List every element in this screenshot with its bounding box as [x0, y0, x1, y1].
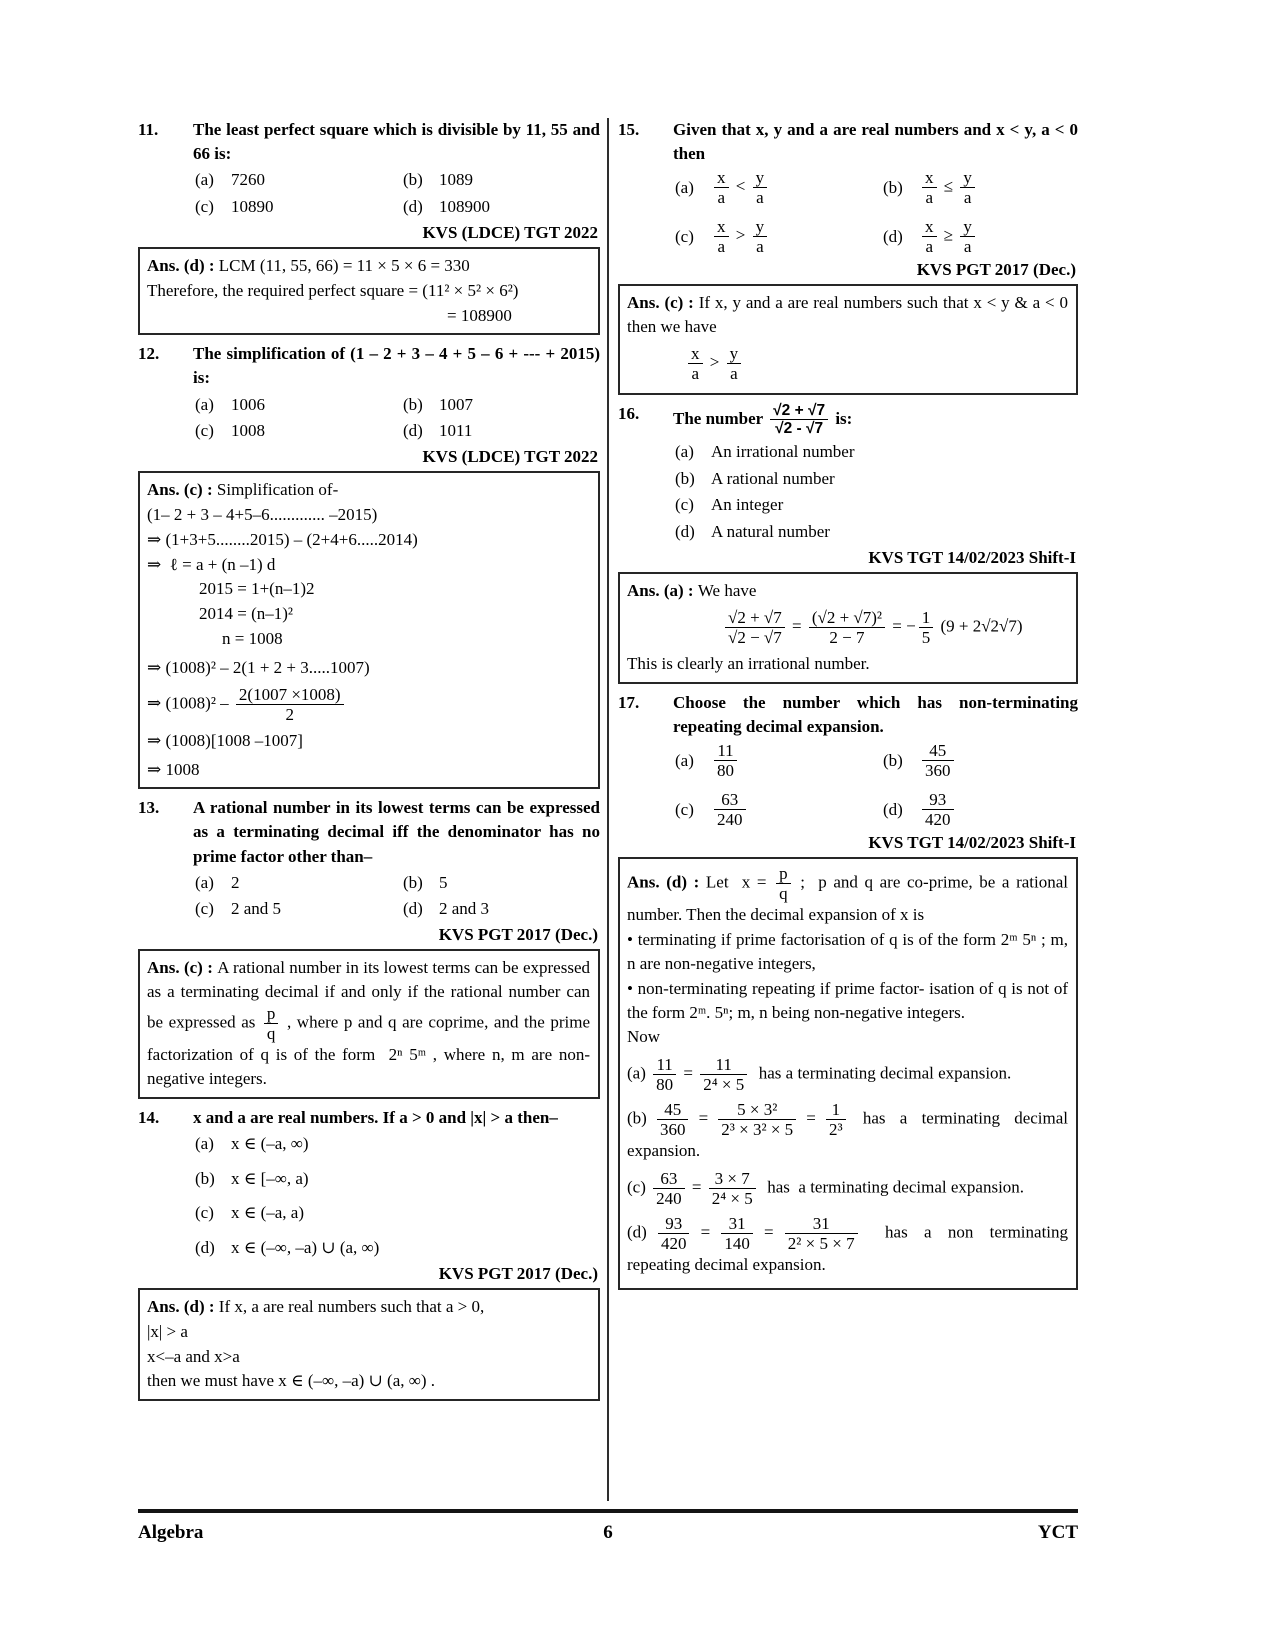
option-label: (c)	[675, 226, 694, 246]
fraction: $\frac{31}{140}$	[721, 1214, 753, 1253]
fraction: $\frac{63}{240}$	[714, 790, 746, 829]
fraction: $\frac{x}{a}$	[922, 217, 937, 256]
option	[675, 168, 883, 207]
option	[403, 419, 600, 443]
question-text: The least perfect square which is divisible by 11, 55 and 66 is:	[193, 120, 600, 164]
option	[403, 393, 600, 417]
answer-line: Now	[627, 1027, 661, 1047]
source-tag: KVS PGT 2017 (Dec.)	[438, 1263, 598, 1283]
answer-line: Ans. (a) : We have	[627, 581, 757, 601]
fraction: $\frac{x}{a}$	[688, 344, 703, 383]
answer-line: ⇒ (1008)² – $\frac{2(1007 \times 1008)}{2}$	[147, 685, 590, 724]
fraction: $\frac{p}{q}$	[264, 1004, 279, 1043]
answer-box-14	[138, 1288, 600, 1401]
fraction: $\frac{\text{(√2 + √7)²}}{2 - 7}$	[809, 608, 885, 647]
question-text: Given that x, y and a are real numbers and x < y, a < 0 then	[673, 120, 1078, 164]
answer-line: = 108900	[447, 305, 512, 325]
footer-divider	[138, 1509, 1078, 1513]
answer-paragraph: Ans. (c) : A rational number in its lowest terms can be expressed as a terminating decimal if and only if the rational number can be expressed as $\frac{p}{q}$ , where p and q are coprime, and the prime factorization of q is of the form 2ⁿ 5ᵐ , where n, m are non-negative integers.	[147, 958, 595, 1088]
option-label: (b)	[675, 468, 695, 488]
option-value: An irrational number	[711, 441, 855, 461]
option-value: 10890	[231, 197, 274, 217]
option-label: (b)	[403, 872, 423, 892]
fraction: $\frac{y}{a}$	[960, 217, 975, 256]
answer-item: (a) $\frac{11}{80}$ = $\frac{11}{\text{2⁴ × 5}}$ has a terminating decimal expansion.	[627, 1055, 1012, 1095]
fraction: $\frac{1}{5}$	[919, 608, 934, 647]
option-value: 1089	[439, 170, 473, 190]
answer-formula: $\frac{√2 + √7}{√2 - √7}$ = $\frac{\text{(√2 + √7)²}}{2 - 7}$ = − $\frac{1}{5}$ (9 + 2√2√7)	[627, 608, 1068, 647]
option	[883, 168, 1078, 207]
answer-line: Ans. (c) : Simplification of-	[147, 480, 339, 500]
answer-line: Ans. (c) : If x, y and a are real numbers such that x < y & a < 0 then we have	[627, 293, 1073, 337]
option	[675, 467, 1078, 491]
answer-box-12	[138, 471, 600, 789]
option	[195, 871, 403, 895]
option-label: (b)	[883, 177, 903, 197]
fraction: $\frac{31}{\text{2² × 5 × 7}}$	[785, 1214, 858, 1253]
answer-line: Ans. (d) : LCM (11, 55, 66) = 11 × 5 × 6 = 330	[147, 255, 470, 275]
question-11-head	[138, 118, 600, 166]
question-text: The number $\frac{√2 + √7}{√2 - √7}$ is:	[673, 402, 853, 438]
source-tag: KVS PGT 2017 (Dec.)	[916, 260, 1076, 280]
fraction: $\frac{x}{a}$	[922, 168, 937, 207]
option	[195, 195, 403, 219]
option-label: (a)	[195, 1133, 214, 1153]
option	[195, 168, 403, 192]
answer-box-17	[618, 857, 1078, 1290]
footer-page-number: 6	[603, 1522, 613, 1543]
fraction: $\frac{11}{80}$	[714, 741, 737, 780]
option-value: 2 and 3	[439, 899, 490, 919]
option	[883, 217, 1078, 256]
option-expression	[919, 790, 957, 829]
option-value: x ∈ (–∞, –a) ∪ (a, ∞)	[231, 1238, 380, 1258]
question-number: 11.	[138, 120, 159, 139]
option-value: 1011	[439, 421, 473, 441]
question-14	[138, 1106, 600, 1402]
option-label: (d)	[403, 899, 423, 919]
option-value: x ∈ (–a, ∞)	[231, 1133, 309, 1153]
option-label: (c)	[675, 495, 694, 515]
option-value: 108900	[439, 197, 490, 217]
fraction: $\frac{2(1007 \times 1008)}{2}$	[236, 685, 344, 724]
fraction: $\frac{√2 + √7}{√2 - √7}$	[770, 402, 828, 438]
answer-line: x<–a and x>a	[147, 1346, 240, 1366]
fraction: $\frac{93}{420}$	[922, 790, 954, 829]
answer-line: ⇒ 1008	[147, 759, 200, 779]
fraction: $\frac{63}{240}$	[653, 1169, 685, 1208]
fraction: $\frac{y}{a}$	[753, 217, 768, 256]
question-16	[618, 402, 1078, 684]
option-label: (c)	[195, 899, 214, 919]
question-number: 12.	[138, 344, 160, 364]
fraction: $\frac{3 \times 7}{\text{2⁴ × 5}}$	[709, 1169, 756, 1208]
option-expression	[919, 741, 957, 780]
option-expression: $\frac{x}{a}$ < $\frac{y}{a}$	[711, 168, 770, 207]
option-expression	[711, 790, 749, 829]
option	[675, 440, 1078, 464]
answer-line: ⇒ (1008)² – 2(1 + 2 + 3.....1007)	[147, 657, 370, 677]
fraction: $\frac{y}{a}$	[727, 344, 742, 383]
option-label: (b)	[883, 750, 903, 770]
question-12-head	[138, 342, 600, 390]
answer-box-13	[138, 949, 600, 1098]
answer-line: 2015 = 1+(n–1)2	[199, 579, 315, 599]
fraction: $\frac{11}{80}$	[653, 1055, 676, 1094]
option-label: (c)	[675, 799, 694, 819]
answer-line: then we must have x ∈ (–∞, –a) ∪ (a, ∞) .	[147, 1371, 436, 1391]
option-value: A natural number	[711, 522, 830, 542]
option-value: 1007	[439, 394, 473, 414]
option-label: (a)	[195, 872, 214, 892]
option-value: 1008	[231, 421, 265, 441]
option-expression	[711, 741, 740, 780]
fraction: $\frac{11}{\text{2⁴ × 5}}$	[700, 1055, 747, 1094]
answer-paragraph: Ans. (d) : Let x = $\frac{p}{q}$ ; p and q are co-prime, be a rational number. Then the decimal expansion of x is	[627, 864, 1073, 925]
source-tag: KVS (LDCE) TGT 2022	[422, 447, 598, 467]
option-value: A rational number	[711, 468, 835, 488]
option	[195, 1201, 600, 1225]
question-16-head	[618, 402, 1078, 438]
option-value: 5	[439, 872, 448, 892]
option	[195, 1132, 600, 1156]
answer-line: (1– 2 + 3 – 4+5–6............. –2015)	[147, 505, 378, 525]
option-label: (b)	[403, 170, 423, 190]
answer-box-15	[618, 284, 1078, 395]
option	[675, 493, 1078, 517]
option-label: (c)	[195, 421, 214, 441]
answer-line: ⇒ (1+3+5........2015) – (2+4+6.....2014)	[147, 529, 418, 549]
option-label: (d)	[195, 1238, 215, 1258]
question-text: A rational number in its lowest terms can be expressed as a terminating decimal iff the denominator has no prime factor other than–	[193, 798, 600, 866]
question-11	[138, 118, 600, 335]
question-15-head	[618, 118, 1078, 166]
fraction: $\frac{√2 + √7}{√2 - √7}$	[725, 608, 785, 647]
answer-line: ⇒ (1008)[1008 –1007]	[147, 730, 303, 750]
option	[883, 741, 1078, 780]
option-value: An integer	[711, 495, 784, 515]
option	[195, 897, 403, 921]
fraction: $\frac{45}{360}$	[922, 741, 954, 780]
option-value: 1006	[231, 394, 265, 414]
footer-section-label: Algebra	[138, 1522, 204, 1543]
option	[675, 790, 883, 829]
option-label: (a)	[195, 394, 214, 414]
fraction: $\frac{y}{a}$	[960, 168, 975, 207]
answer-bullet: • non-terminating repeating if prime factor- isation of q is not of the form 2ᵐ. 5ⁿ; m, n being non-negative integers.	[627, 978, 1073, 1022]
answer-item: (b) $\frac{45}{360}$ = $\frac{\text{5 × 3²}}{\text{2³ × 3² × 5}}$ = $\frac{1}{\text{2³}}$ has a terminating decimal expansion.	[627, 1100, 1073, 1161]
option-value: 2 and 5	[231, 899, 282, 919]
option-label: (d)	[403, 197, 423, 217]
option	[195, 419, 403, 443]
fraction: $\frac{x}{a}$	[714, 168, 729, 207]
options-list	[675, 440, 1078, 544]
fraction: $\frac{y}{a}$	[753, 168, 768, 207]
options-grid	[675, 741, 1078, 829]
option-value: 7260	[231, 170, 265, 190]
fraction: $\frac{x}{a}$	[714, 217, 729, 256]
source-tag: KVS TGT 14/02/2023 Shift-I	[868, 833, 1076, 853]
fraction: $\frac{1}{\text{2³}}$	[826, 1100, 846, 1139]
answer-line: $\frac{x}{a}$ > $\frac{y}{a}$	[627, 344, 1068, 383]
options-grid	[195, 393, 600, 444]
option	[403, 897, 600, 921]
option-expression: $\frac{x}{a}$ > $\frac{y}{a}$	[711, 217, 770, 256]
page-content	[138, 118, 1078, 1501]
option	[675, 520, 1078, 544]
question-12	[138, 342, 600, 789]
option	[883, 790, 1078, 829]
option-label: (a)	[675, 177, 694, 197]
question-13	[138, 796, 600, 1098]
option	[675, 217, 883, 256]
answer-box-16	[618, 572, 1078, 684]
fraction: $\frac{p}{q}$	[776, 864, 791, 903]
question-text: Choose the number which has non-terminating repeating decimal expansion.	[673, 692, 1078, 736]
answer-line: Therefore, the required perfect square = (11² × 5² × 6²)	[147, 280, 519, 300]
answer-line: n = 1008	[222, 629, 283, 649]
left-column	[138, 118, 600, 1501]
answer-bullet: • terminating if prime factorisation of q is of the form 2ᵐ 5ⁿ ; m, n are non-negative integers,	[627, 930, 1073, 973]
answer-item: (c) $\frac{63}{240}$ = $\frac{3 \times 7}{\text{2⁴ × 5}}$ has a terminating decimal expansion.	[627, 1169, 1025, 1209]
option	[195, 393, 403, 417]
question-17	[618, 691, 1078, 1290]
answer-line: ⇒ ℓ = a + (n –1) d	[147, 554, 276, 574]
options-grid	[675, 168, 1078, 256]
option	[403, 871, 600, 895]
option-label: (a)	[195, 170, 214, 190]
question-number: 14.	[138, 1107, 160, 1127]
right-column	[607, 118, 1078, 1501]
option-value: 2	[231, 872, 240, 892]
options-list	[195, 1132, 600, 1260]
answer-line: 2014 = (n–1)²	[199, 604, 294, 624]
options-grid	[195, 871, 600, 922]
fraction: $\frac{45}{360}$	[657, 1100, 689, 1139]
option-label: (d)	[883, 799, 903, 819]
option-label: (d)	[883, 226, 903, 246]
question-number: 15.	[618, 120, 640, 139]
answer-line: Ans. (d) : If x, a are real numbers such that a > 0,	[147, 1297, 485, 1317]
page-footer	[138, 1522, 1078, 1544]
option-label: (c)	[195, 197, 214, 217]
fraction: $\frac{\text{5 × 3²}}{\text{2³ × 3² × 5}}$	[718, 1100, 796, 1139]
answer-line: This is clearly an irrational number.	[627, 653, 870, 673]
question-number: 17.	[618, 692, 640, 712]
question-number: 16.	[618, 404, 640, 424]
answer-item: (d) $\frac{93}{420}$ = $\frac{31}{140}$ = $\frac{31}{\text{2² × 5 × 7}}$ has a non terminating repeating decimal expansion.	[627, 1214, 1073, 1275]
option-label: (b)	[403, 394, 423, 414]
option-expression: $\frac{x}{a}$ ≥ $\frac{y}{a}$	[919, 217, 978, 256]
question-14-head	[138, 1106, 600, 1130]
option-label: (c)	[195, 1203, 214, 1223]
footer-brand: YCT	[1037, 1522, 1078, 1543]
option	[403, 195, 600, 219]
option	[675, 741, 883, 780]
question-text: x and a are real numbers. If a > 0 and |x| > a then–	[193, 1107, 558, 1127]
option-label: (a)	[675, 750, 694, 770]
option-label: (a)	[675, 441, 694, 461]
answer-box-11	[138, 247, 600, 335]
question-15	[618, 118, 1078, 395]
option-value: x ∈ (–a, a)	[231, 1203, 304, 1223]
option-label: (b)	[195, 1168, 215, 1188]
source-tag: KVS (LDCE) TGT 2022	[422, 222, 598, 242]
option-label: (d)	[403, 421, 423, 441]
question-text: The simplification of (1 – 2 + 3 – 4 + 5 – 6 + --- + 2015) is:	[193, 344, 600, 388]
option	[195, 1167, 600, 1191]
question-17-head	[618, 691, 1078, 739]
answer-line: |x| > a	[147, 1321, 188, 1341]
options-grid	[195, 168, 600, 219]
source-tag: KVS PGT 2017 (Dec.)	[438, 925, 598, 945]
option	[403, 168, 600, 192]
source-tag: KVS TGT 14/02/2023 Shift-I	[868, 548, 1076, 568]
question-number: 13.	[138, 798, 160, 818]
fraction: $\frac{93}{420}$	[658, 1214, 690, 1253]
option-value: x ∈ [–∞, a)	[231, 1168, 309, 1188]
option	[195, 1236, 600, 1260]
question-13-head	[138, 796, 600, 868]
option-label: (d)	[675, 522, 695, 542]
option-expression: $\frac{x}{a}$ ≤ $\frac{y}{a}$	[919, 168, 978, 207]
